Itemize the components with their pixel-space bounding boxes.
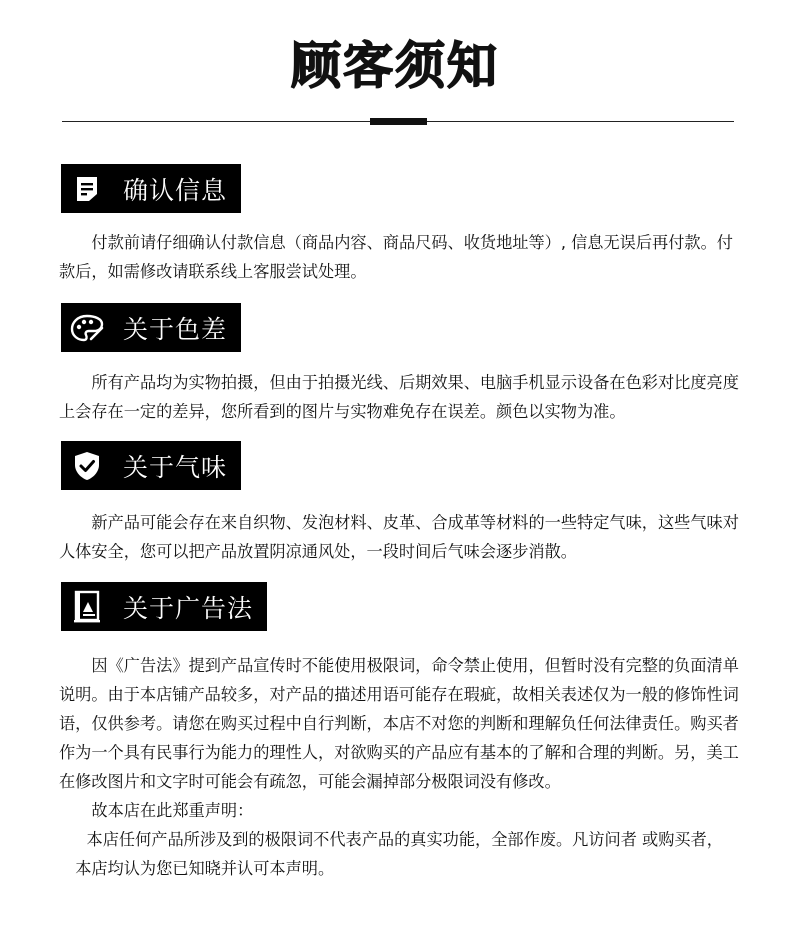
section-body-color-difference [59,368,739,426]
section-heading: 关于色差 [123,314,228,344]
section-body-confirm-info [59,228,739,286]
section-heading: 关于广告法 [123,593,254,623]
section-heading: 确认信息 [123,175,228,205]
paragraph: 付款前请仔细确认付款信息（商品内容、商品尺码、收货地址等）, 信息无误后再付款。付款后，如需修改请联系线上客服尝试处理。 [59,233,733,281]
paragraph: 因《广告法》提到产品宣传时不能使用极限词，命令禁止使用，但暂时没有完整的负面清单说明。由于本店铺产品较多，对产品的描述用语可能存在瑕疵，故相关表述仅为一般的修饰性词语，仅供参考。请您在购买过程中自行判断，本店不对您的判断和理解负任何法律责任。购买者作为一个具有民事行为能力的理性人，对欲购买的产品应有基本的了解和合理的判断。另，美工在修改图片和文字时可能会有疏忽，可能会漏掉部分极限词没有修改。 [59,656,739,791]
paragraph: 本店任何产品所涉及到的极限词不代表产品的真实功能，全部作废。凡访问者 或购买者，本店均认为您已知晓并认可本声明。 [75,830,723,878]
section-header-odor [61,441,241,490]
section-heading: 关于气味 [123,452,228,482]
section-header-color-difference [61,303,241,352]
shield-check-icon [61,441,113,490]
paragraph: 故本店在此郑重声明： [91,801,254,820]
document-icon [61,164,113,213]
section-body-advertising-law [59,651,739,883]
section-header-confirm-info [61,164,241,213]
page-title: 顾客须知 [291,37,499,95]
palette-icon [61,303,113,352]
section-body-odor [59,508,739,566]
book-icon [61,582,113,631]
divider-accent [370,118,427,125]
paragraph: 新产品可能会存在来自织物、发泡材料、皮革、合成革等材料的一些特定气味，这些气味对人体安全，您可以把产品放置阴凉通风处，一段时间后气味会逐步消散。 [59,513,739,561]
section-header-advertising-law [61,582,267,631]
paragraph: 所有产品均为实物拍摄，但由于拍摄光线、后期效果、电脑手机显示设备在色彩对比度亮度上会存在一定的差异，您所看到的图片与实物难免存在误差。颜色以实物为准。 [59,373,739,421]
